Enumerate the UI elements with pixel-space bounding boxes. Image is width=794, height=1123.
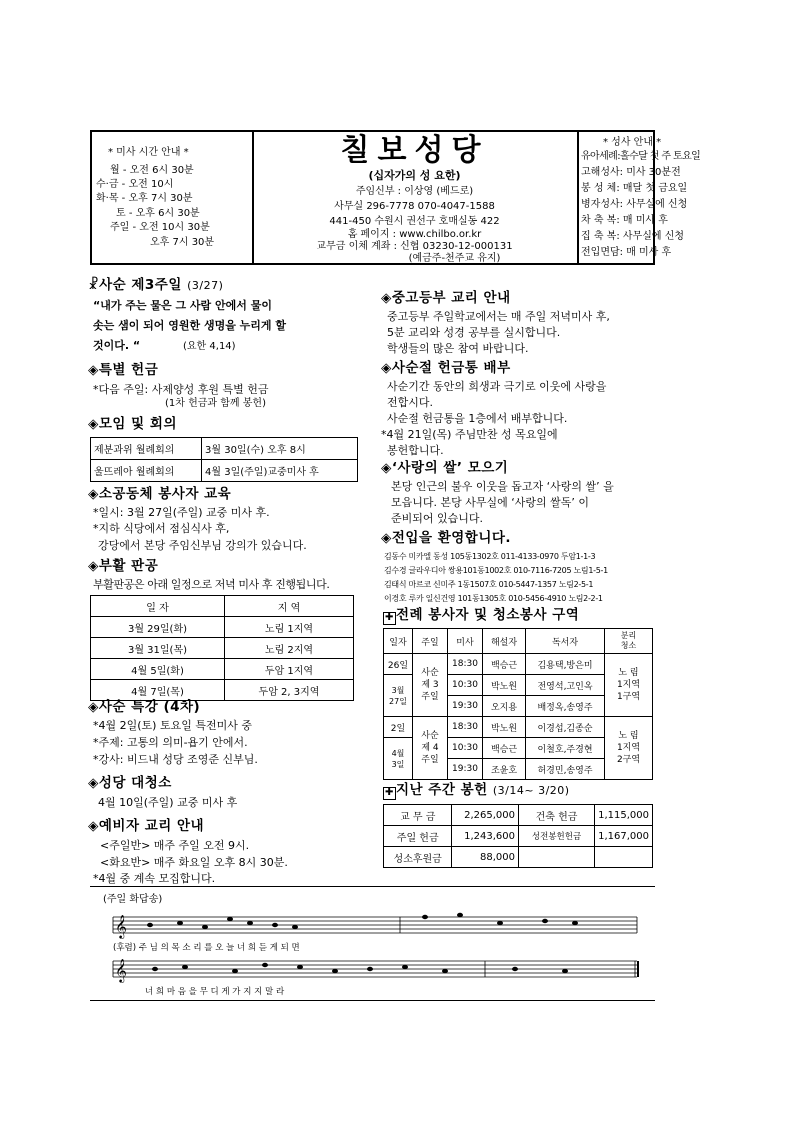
liturgy-heading: ✚ 전례 봉사자 및 청소봉사 구역 <box>383 605 579 625</box>
table-row: 4월 7일(목) 두암 2, 3지역 <box>91 680 354 701</box>
sacrament-line: 병자성사: 사무실에 신청 <box>581 199 688 210</box>
account-holder: (예금주-천주교 유지) <box>408 253 501 264</box>
lent-box-line: 사순기간 동안의 희생과 극기로 이웃에 사랑을 <box>387 380 607 393</box>
divider <box>90 886 655 887</box>
hymn-lyrics: (후렴) 주 님 의 목 소 리 를 오 늘 너 희 듣 게 되 면 <box>113 943 300 953</box>
table-row: 19:30 조윤호 허경민,송영주 <box>384 759 653 780</box>
welcome-line: 김수경 글라우디아 쌍용101동1002호 010-7116-7205 노림1-5-1 <box>384 566 608 575</box>
youth-line: 중고등부 주일학교에서는 매 주일 저녁미사 후, <box>387 310 610 323</box>
lent-box-line: 사순절 헌금통을 1층에서 배부합니다. <box>387 412 568 425</box>
mass-line: 주일 - 오전 10시 30분 <box>110 222 210 233</box>
lecture-heading: ◈사순 특강 (4차) <box>88 699 201 715</box>
welcome-line: 이경호 루카 일신건영 101동1305호 010-5456-4910 노림2-2-1 <box>384 594 603 603</box>
chi-rho-icon: ☧ <box>88 277 100 293</box>
sacrament-line: 유아세례:홀수달 첫 주 토요일 <box>581 151 701 162</box>
sacrament-info <box>577 132 701 263</box>
sacrament-line: 전입면담: 매 미사 후 <box>581 247 672 258</box>
mass-line: 월 - 오전 6시 30분 <box>110 165 194 176</box>
table-row: 3월 29일(화) 노림 1지역 <box>91 617 354 638</box>
lecture-line: *주제: 고통의 의미-욥기 안에서. <box>93 736 248 749</box>
divider <box>90 1000 655 1001</box>
youth-heading: ◈중고등부 교리 안내 <box>381 290 511 306</box>
offering-heading: ✚ 지난 주간 봉헌 (3/14~ 3/20) <box>383 780 570 801</box>
lecture-line: *4월 2일(토) 토요일 특전미사 중 <box>93 719 252 732</box>
homepage-link[interactable]: 홈 페이지 : www.chilbo.or.kr <box>347 229 482 240</box>
table-row: 4월 3일 10:30 백승근 이철호,주경현 <box>384 738 653 759</box>
treble-clef-icon: 𝄞 <box>115 914 127 938</box>
staff-1 <box>113 917 637 933</box>
community-heading: ◈소공동체 봉사자 교육 <box>88 486 232 502</box>
lent-box-line: 봉헌합니다. <box>387 444 444 457</box>
community-line: 강당에서 본당 주임신부님 강의가 있습니다. <box>98 539 307 552</box>
hymn-score <box>105 905 645 1000</box>
catechumen-line: <주일반> 매주 주일 오전 9시. <box>100 839 250 852</box>
sacrament-line: 차 축 복: 매 미사 후 <box>581 215 668 226</box>
rice-line: 준비되어 있습니다. <box>391 512 484 525</box>
community-line: *일시: 3월 27일(주일) 교중 미사 후. <box>93 506 270 519</box>
phone: 사무실 296-7778 070-4047-1588 <box>334 201 495 212</box>
table-row: 2일 사순 제 4 주일 18:30 박노원 이경섭,김종순 노 림 1지역 2구역 <box>384 717 653 738</box>
special-offering-heading: ◈특별 헌금 <box>88 362 159 378</box>
mass-line: 토 - 오후 6시 30분 <box>116 208 200 219</box>
youth-line: 5분 교리와 성경 공부를 실시합니다. <box>387 326 561 339</box>
mass-line: 수·금 - 오전 10시 <box>96 179 174 190</box>
lent-quote-ref: (요한 4,14) <box>183 341 236 352</box>
parish-subtitle: (십자가의 성 요한) <box>368 169 461 182</box>
welcome-heading: ◈전입을 환영합니다. <box>381 530 512 546</box>
sacrament-line: 봉 성 체: 매달 첫 금요일 <box>581 183 688 194</box>
pastor: 주임신부 : 이상영 (베드로) <box>355 186 474 197</box>
special-offering-line: (1차 헌금과 함께 봉헌) <box>165 398 266 409</box>
table-row: 19:30 오지용 배정옥,송영주 <box>384 696 653 717</box>
mass-line: 화·목 - 오후 7시 30분 <box>96 193 193 204</box>
mass-schedule-title: * 미사 시간 안내 * <box>108 147 189 158</box>
address: 441-450 수원시 권선구 호매실동 422 <box>329 216 500 227</box>
rice-line: 본당 인근의 불우 이웃을 돕고자 ‘사랑의 쌀’ 을 <box>391 480 614 493</box>
table-row: 주일 헌금 1,243,600 성전봉헌헌금 1,167,000 <box>384 826 653 847</box>
sacrament-title: * 성사 안내 * <box>603 137 662 148</box>
sacrament-line: 고해성사: 미사 30분전 <box>581 167 681 178</box>
mass-schedule <box>92 132 254 263</box>
welcome-line: 김태식 마르코 신미주 1동1507호 010-5447-1357 노림2-5-1 <box>384 580 594 589</box>
catechumen-line: *4월 중 계속 모집합니다. <box>93 872 216 885</box>
confession-heading: ◈부활 판공 <box>88 558 159 574</box>
liturgy-table <box>383 628 653 780</box>
lent-quote: 솟는 샘이 되어 영원한 생명을 누리게 할 <box>93 319 286 332</box>
boxed-cross-icon: ✚ <box>383 612 396 625</box>
lent-quote: “내가 주는 물은 그 사람 안에서 물이 <box>93 299 272 312</box>
table-row: 제분과위 월례회의 3월 30일(수) 오후 8시 <box>91 438 358 460</box>
sacrament-line: 집 축 복: 사무실에 신청 <box>581 231 685 242</box>
rice-heading: ◈‘사랑의 쌀’ 모으기 <box>381 460 509 476</box>
lent-heading: ☧사순 제3주일 (3/27) <box>88 277 224 293</box>
treble-clef-icon: 𝄞 <box>115 958 127 982</box>
meetings-heading: ◈모임 및 회의 <box>88 416 177 432</box>
table-row: 울뜨레아 월례회의 4월 3일(주일)교중미사 후 <box>91 460 358 482</box>
table-row: 26일 사순 제 3 주일 18:30 백승근 김용택,방은미 노 림 1지역 1구역 <box>384 654 653 675</box>
hymn-label: (주일 화답송) <box>103 894 163 905</box>
catechumen-line: <화요반> 매주 화요일 오후 8시 30분. <box>100 856 288 869</box>
parish-info <box>252 132 577 263</box>
table-row: 3월 27일 10:30 박노원 전영석,고인옥 <box>384 675 653 696</box>
bulletin-header <box>90 130 701 265</box>
offering-table <box>383 804 653 868</box>
staff-2 <box>113 961 638 977</box>
hymn-lyrics: 너 희 마 음 을 무 디 게 가 지 지 말 라 <box>145 987 285 997</box>
table-row: 3월 31일(목) 노림 2지역 <box>91 638 354 659</box>
notes-2 <box>152 963 568 973</box>
welcome-line: 김동수 미카엘 동성 105동1302호 011-4133-0970 두암1-1-3 <box>384 552 596 561</box>
cleaning-heading: ◈성당 대청소 <box>88 775 172 791</box>
youth-line: 학생들의 많은 참여 바랍니다. <box>387 342 529 355</box>
table-row: 4월 5일(화) 두암 1지역 <box>91 659 354 680</box>
catechumen-heading: ◈예비자 교리 안내 <box>88 818 205 834</box>
table-row: 일 자 지 역 <box>91 596 354 617</box>
confession-intro: 부활판공은 아래 일정으로 저녁 미사 후 진행됩니다. <box>93 578 330 591</box>
lent-box-line: *4월 21일(목) 주님만찬 성 목요일에 <box>381 428 558 441</box>
mass-line: 오후 7시 30분 <box>150 237 215 248</box>
table-row: 교 무 금 2,265,000 건축 헌금 1,115,000 <box>384 805 653 826</box>
parish-name: 칠보성당 <box>340 133 489 168</box>
lent-box-heading: ◈사순절 헌금통 배부 <box>381 360 511 376</box>
community-line: *지하 식당에서 점심식사 후, <box>93 522 230 535</box>
table-row: 성소후원금 88,000 <box>384 847 653 868</box>
table-row: 일자 주일 미사 해설자 독서자 분리 청소 <box>384 629 653 654</box>
lecture-line: *강사: 비드내 성당 조영준 신부님. <box>93 753 258 766</box>
meetings-table <box>90 437 358 482</box>
confession-table <box>90 595 354 701</box>
special-offering-line: *다음 주일: 사제양성 후원 특별 헌금 <box>93 383 269 396</box>
lent-quote: 것이다. “ <box>93 339 141 352</box>
account: 교무금 이체 계좌 : 신협 03230-12-000131 <box>316 241 513 252</box>
boxed-cross-icon: ✚ <box>383 787 396 800</box>
rice-line: 모읍니다. 본당 사무실에 ‘사랑의 쌀독’ 이 <box>391 496 589 509</box>
cleaning-line: 4월 10일(주일) 교중 미사 후 <box>98 796 238 809</box>
lent-box-line: 전합시다. <box>387 396 434 409</box>
